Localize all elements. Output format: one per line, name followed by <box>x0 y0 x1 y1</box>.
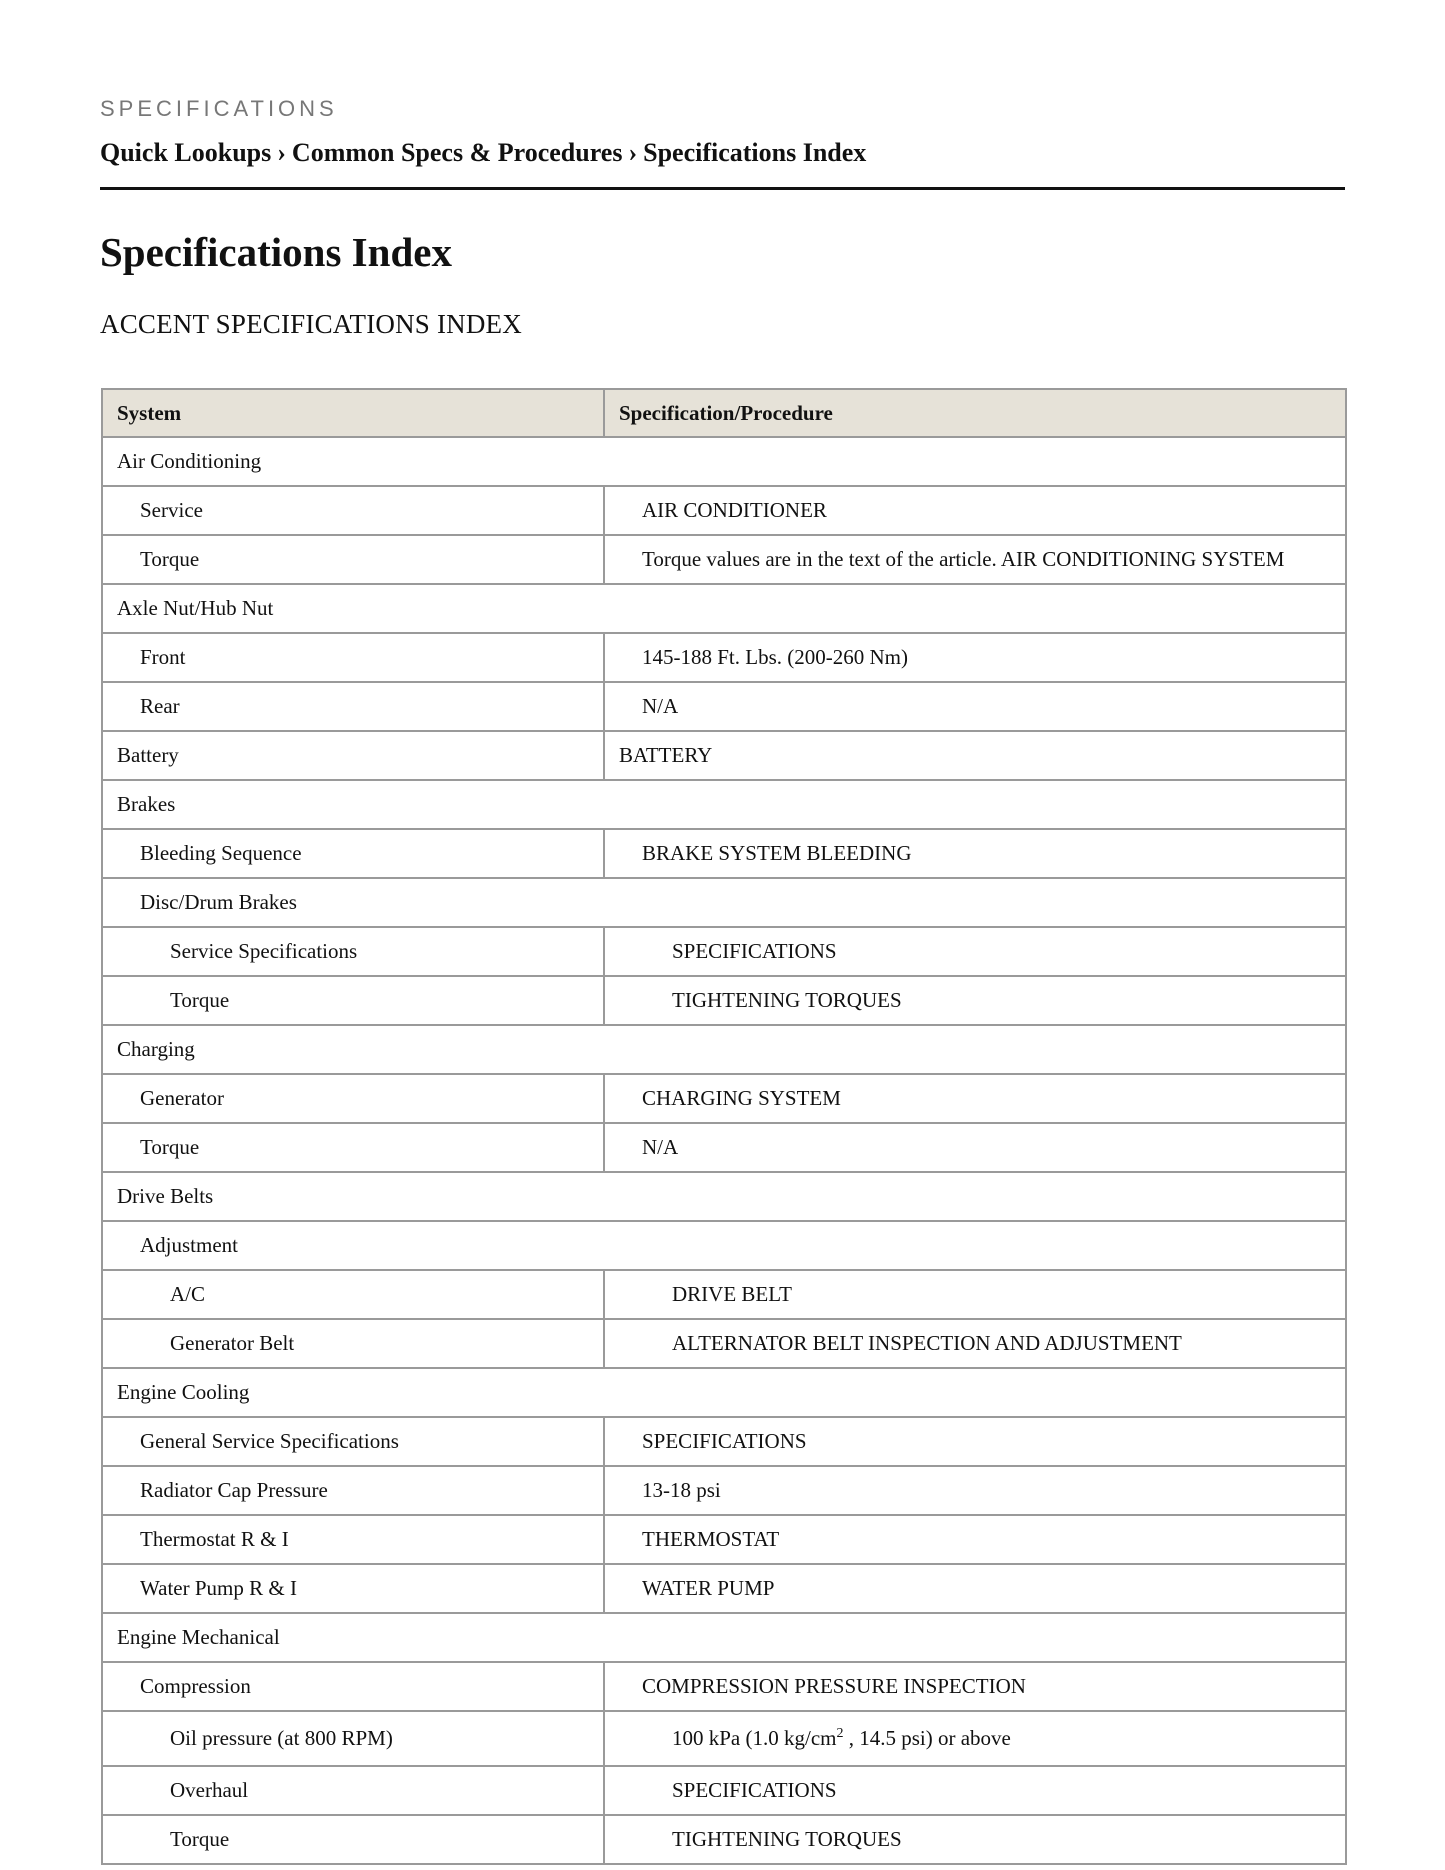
specification-cell: WATER PUMP <box>604 1564 1346 1613</box>
table-row <box>102 1466 1346 1515</box>
table-row <box>102 682 1346 731</box>
table-row <box>102 486 1346 535</box>
group-heading-cell: Charging <box>102 1025 1346 1074</box>
specification-cell: SPECIFICATIONS <box>604 1766 1346 1815</box>
table-row <box>102 1815 1346 1864</box>
system-cell: Torque <box>102 535 604 584</box>
breadcrumb-item-common-specs[interactable]: Common Specs & Procedures <box>291 138 623 167</box>
table-header-row <box>102 389 1346 437</box>
specification-cell: AIR CONDITIONER <box>604 486 1346 535</box>
breadcrumb-separator: › <box>628 138 638 167</box>
specification-cell: SPECIFICATIONS <box>604 1417 1346 1466</box>
table-row <box>102 1662 1346 1711</box>
specification-cell: SPECIFICATIONS <box>604 927 1346 976</box>
specification-cell: COMPRESSION PRESSURE INSPECTION <box>604 1662 1346 1711</box>
section-label: SPECIFICATIONS <box>100 96 338 121</box>
group-heading-cell: Axle Nut/Hub Nut <box>102 584 1346 633</box>
superscript: 2 <box>836 1726 844 1741</box>
group-heading-cell: Drive Belts <box>102 1172 1346 1221</box>
table-row <box>102 829 1346 878</box>
breadcrumb-item-quick-lookups[interactable]: Quick Lookups <box>100 138 272 167</box>
table-row <box>102 1025 1346 1074</box>
page-subtitle: ACCENT SPECIFICATIONS INDEX <box>100 309 522 339</box>
header-divider <box>100 187 1345 190</box>
specification-cell: BRAKE SYSTEM BLEEDING <box>604 829 1346 878</box>
table-row <box>102 1221 1346 1270</box>
specification-cell: TIGHTENING TORQUES <box>604 976 1346 1025</box>
table-row <box>102 1319 1346 1368</box>
breadcrumb-separator: › <box>277 138 286 167</box>
system-cell: Radiator Cap Pressure <box>102 1466 604 1515</box>
table-row <box>102 1123 1346 1172</box>
column-header-specification: Specification/Procedure <box>604 389 1346 437</box>
group-heading-cell: Engine Cooling <box>102 1368 1346 1417</box>
specification-cell: N/A <box>604 682 1346 731</box>
group-heading-cell: Brakes <box>102 780 1346 829</box>
table-row <box>102 1766 1346 1815</box>
system-cell: General Service Specifications <box>102 1417 604 1466</box>
table-row <box>102 1368 1346 1417</box>
specification-text: 100 kPa (1.0 kg/cm <box>672 1726 837 1750</box>
breadcrumb-item-specifications-index: Specifications Index <box>643 138 867 167</box>
table-row <box>102 1564 1346 1613</box>
system-cell: Front <box>102 633 604 682</box>
specification-cell: Torque values are in the text of the article. AIR CONDITIONING SYSTEM <box>604 535 1346 584</box>
system-cell: Compression <box>102 1662 604 1711</box>
table-row <box>102 780 1346 829</box>
table-row <box>102 1270 1346 1319</box>
system-cell: Overhaul <box>102 1766 604 1815</box>
system-cell: Torque <box>102 976 604 1025</box>
specification-cell: 145-188 Ft. Lbs. (200-260 Nm) <box>604 633 1346 682</box>
specification-cell: TIGHTENING TORQUES <box>604 1815 1346 1864</box>
table-row <box>102 878 1346 927</box>
table-row <box>102 1417 1346 1466</box>
column-header-system: System <box>102 389 604 437</box>
group-heading-cell: Engine Mechanical <box>102 1613 1346 1662</box>
system-cell: A/C <box>102 1270 604 1319</box>
table-row <box>102 1172 1346 1221</box>
specification-cell <box>604 1711 1346 1766</box>
system-cell: Oil pressure (at 800 RPM) <box>102 1711 604 1766</box>
table-row <box>102 535 1346 584</box>
table-body <box>102 437 1346 1864</box>
specification-cell: DRIVE BELT <box>604 1270 1346 1319</box>
specification-cell: 13-18 psi <box>604 1466 1346 1515</box>
system-cell: Service <box>102 486 604 535</box>
group-heading-cell: Disc/Drum Brakes <box>102 878 1346 927</box>
specification-text-tail: , 14.5 psi) or above <box>843 1726 1011 1750</box>
system-cell: Generator <box>102 1074 604 1123</box>
table-row <box>102 633 1346 682</box>
page-title: Specifications Index <box>100 229 452 275</box>
system-cell: Torque <box>102 1815 604 1864</box>
system-cell: Thermostat R & I <box>102 1515 604 1564</box>
system-cell: Bleeding Sequence <box>102 829 604 878</box>
table-row <box>102 437 1346 486</box>
specification-cell: ALTERNATOR BELT INSPECTION AND ADJUSTMENT <box>604 1319 1346 1368</box>
system-cell: Battery <box>102 731 604 780</box>
system-cell: Water Pump R & I <box>102 1564 604 1613</box>
specification-cell: CHARGING SYSTEM <box>604 1074 1346 1123</box>
table-row <box>102 1711 1346 1766</box>
specifications-table <box>101 388 1347 1865</box>
table-row <box>102 731 1346 780</box>
table-row <box>102 584 1346 633</box>
table-row <box>102 927 1346 976</box>
system-cell: Torque <box>102 1123 604 1172</box>
specification-cell: N/A <box>604 1123 1346 1172</box>
group-heading-cell: Adjustment <box>102 1221 1346 1270</box>
group-heading-cell: Air Conditioning <box>102 437 1346 486</box>
specification-cell: BATTERY <box>604 731 1346 780</box>
breadcrumb <box>100 138 866 168</box>
specification-cell: THERMOSTAT <box>604 1515 1346 1564</box>
table-row <box>102 1074 1346 1123</box>
system-cell: Service Specifications <box>102 927 604 976</box>
system-cell: Generator Belt <box>102 1319 604 1368</box>
table-row <box>102 1613 1346 1662</box>
table-row <box>102 976 1346 1025</box>
system-cell: Rear <box>102 682 604 731</box>
table-row <box>102 1515 1346 1564</box>
